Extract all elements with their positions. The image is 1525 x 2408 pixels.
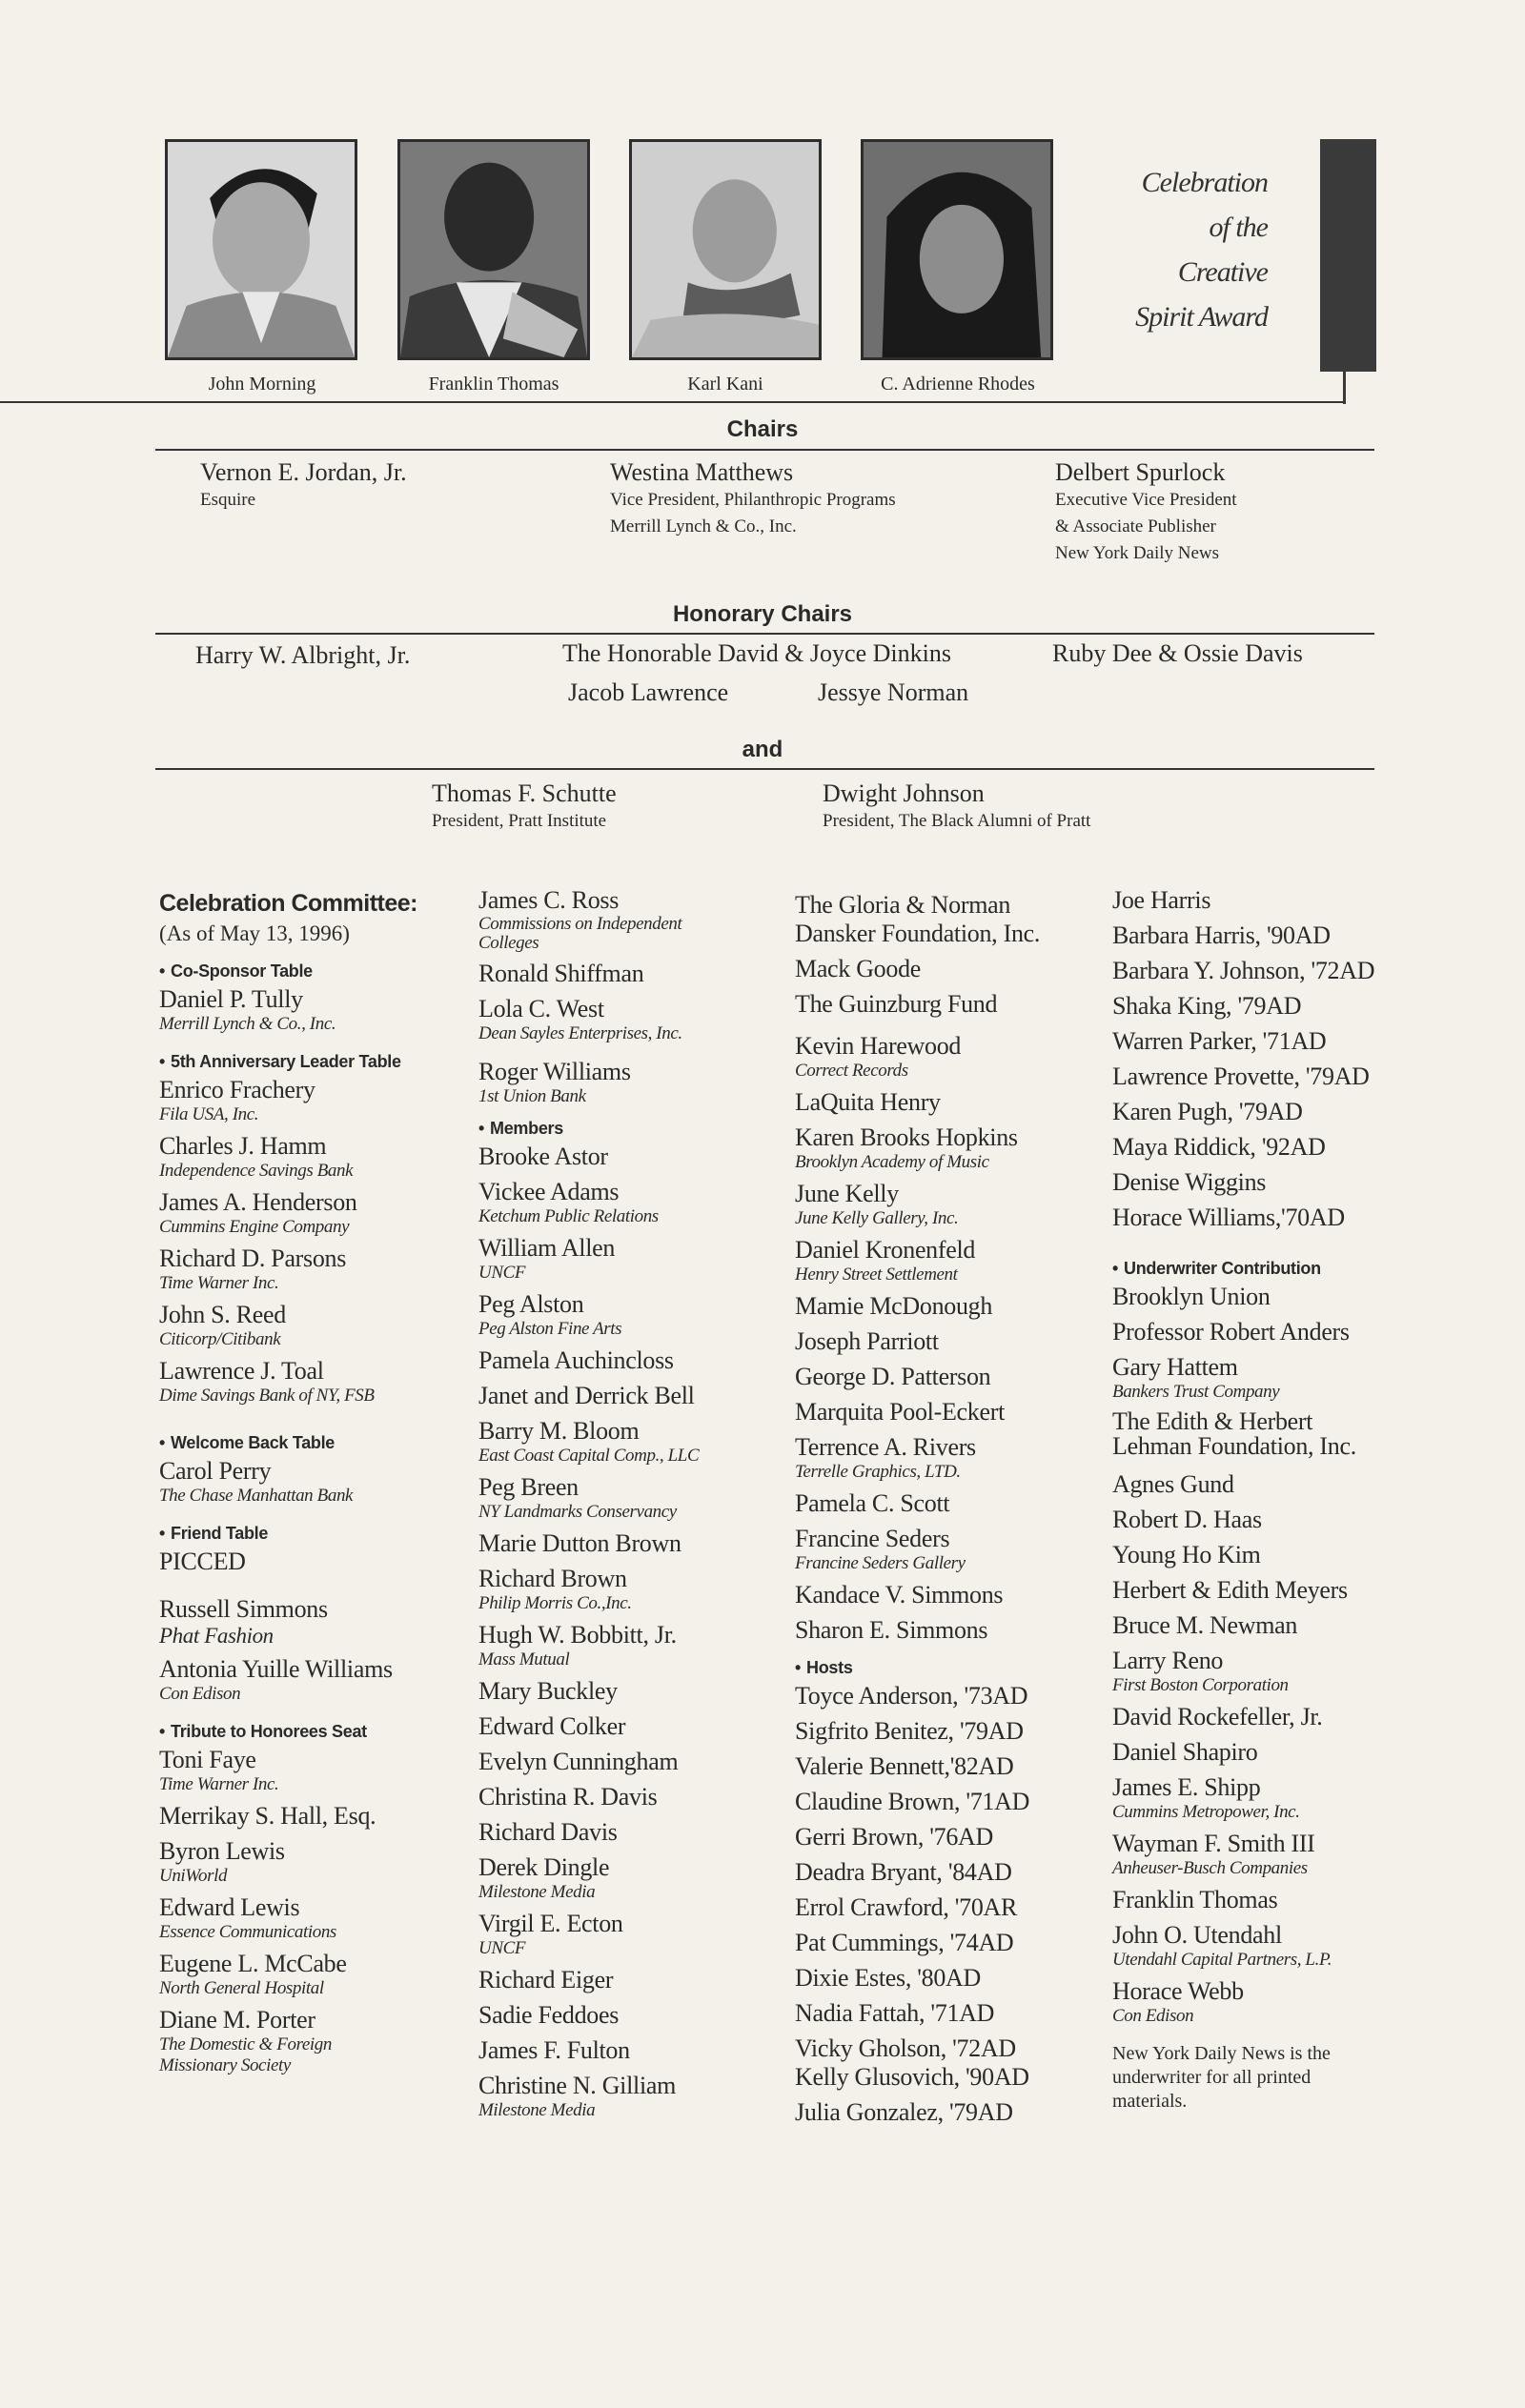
committee-entry: Professor Robert Anders <box>1112 1318 1350 1346</box>
committee-entry: Daniel P. Tully Merrill Lynch & Co., Inc. <box>159 985 336 1034</box>
committee-entry: Larry Reno First Boston Corporation <box>1112 1647 1289 1695</box>
committee-entry: Byron Lewis UniWorld <box>159 1837 285 1886</box>
committee-entry: Vickee Adams Ketchum Public Relations <box>478 1178 659 1226</box>
chair-vernon-jordan <box>200 458 407 514</box>
committee-entry: Hugh W. Bobbitt, Jr. Mass Mutual <box>478 1621 677 1669</box>
category-heading: • 5th Anniversary Leader Table <box>159 1052 401 1071</box>
committee-entry: Joseph Parriott <box>795 1327 939 1355</box>
category-heading: • Tribute to Honorees Seat <box>159 1722 367 1741</box>
award-title-line: of the <box>1209 212 1268 243</box>
committee-entry: Lawrence Provette, '79AD <box>1112 1062 1370 1090</box>
honorary-chair-name: The Honorable David & Joyce Dinkins <box>562 639 951 667</box>
committee-entry: Lawrence J. Toal Dime Savings Bank of NY, FSB <box>159 1357 375 1406</box>
chairs-divider <box>155 449 1374 451</box>
committee-entry: Bruce M. Newman <box>1112 1611 1298 1639</box>
honorary-chairs-divider <box>155 633 1374 635</box>
award-title-line: Creative <box>1177 256 1268 288</box>
committee-entry: Virgil E. Ecton UNCF <box>478 1910 623 1958</box>
award-title-line: Celebration <box>1141 167 1268 198</box>
honorary-chair-name: Harry W. Albright, Jr. <box>195 641 411 669</box>
committee-entry: Nadia Fattah, '71AD <box>795 1999 995 2027</box>
portrait-image <box>864 142 1050 357</box>
committee-entry: Karen Brooks Hopkins Brooklyn Academy of Music <box>795 1123 1018 1172</box>
president-title: President, The Black Alumni of Pratt <box>823 811 1091 831</box>
category-heading: • Underwriter Contribution <box>1112 1259 1321 1278</box>
chairs-heading: Chairs <box>726 416 799 442</box>
header-divider <box>0 401 1346 403</box>
committee-entry: Evelyn Cunningham <box>478 1748 679 1775</box>
committee-entry: Merrikay S. Hall, Esq. <box>159 1802 376 1830</box>
committee-entry: Francine Seders Francine Seders Gallery <box>795 1525 966 1573</box>
committee-entry: The Edith & Herbert Lehman Foundation, Inc. <box>1112 1407 1356 1460</box>
committee-entry: Franklin Thomas <box>1112 1886 1278 1913</box>
committee-column-3 <box>795 891 1040 2134</box>
photo-john-morning <box>165 139 357 360</box>
committee-entry: Sigfrito Benitez, '79AD <box>795 1717 1024 1745</box>
committee-entry: Dixie Estes, '80AD <box>795 1964 981 1992</box>
committee-column-1 <box>159 886 417 2083</box>
committee-entry: Daniel Shapiro <box>1112 1738 1258 1766</box>
committee-entry: Sadie Feddoes <box>478 2001 620 2029</box>
committee-entry: Mamie McDonough <box>795 1292 993 1320</box>
committee-entry: Marquita Pool-Eckert <box>795 1398 1005 1426</box>
committee-entry: Edward Lewis Essence Communications <box>159 1893 336 1942</box>
committee-entry: Daniel Kronenfeld Henry Street Settlement <box>795 1236 976 1285</box>
committee-entry: Kevin Harewood Correct Records <box>795 1032 962 1081</box>
committee-entry: Roger Williams 1st Union Bank <box>478 1058 631 1106</box>
president-thomas-schutte <box>432 779 617 835</box>
committee-entry: Lola C. West Dean Sayles Enterprises, Inc. <box>478 995 682 1043</box>
committee-entry: PICCED <box>159 1548 246 1575</box>
president-title: President, Pratt Institute <box>432 811 607 831</box>
president-name: Thomas F. Schutte <box>432 779 617 807</box>
portrait-image <box>400 142 587 357</box>
committee-entry: Joe Harris <box>1112 886 1211 914</box>
committee-entry: John O. Utendahl Utendahl Capital Partners, L.P. <box>1112 1921 1332 1970</box>
chair-delbert-spurlock <box>1055 458 1237 567</box>
committee-date: (As of May 13, 1996) <box>159 921 350 945</box>
category-heading: • Hosts <box>795 1658 853 1677</box>
committee-entry: Brooklyn Union <box>1112 1283 1271 1310</box>
committee-entry: James E. Shipp Cummins Metropower, Inc. <box>1112 1773 1300 1822</box>
committee-entry: LaQuita Henry <box>795 1088 941 1116</box>
committee-entry: Kandace V. Simmons <box>795 1581 1004 1609</box>
award-title-line: Spirit Award <box>1135 301 1268 333</box>
committee-entry: Denise Wiggins <box>1112 1168 1267 1196</box>
committee-entry: Vicky Gholson, '72AD <box>795 2034 1016 2062</box>
committee-entry: Pamela C. Scott <box>795 1489 950 1517</box>
committee-entry: Pat Cummings, '74AD <box>795 1929 1014 1956</box>
committee-entry: Errol Crawford, '70AR <box>795 1893 1018 1921</box>
honorary-chair-name: Jessye Norman <box>818 678 969 706</box>
committee-entry: Gerri Brown, '76AD <box>795 1823 993 1851</box>
committee-entry: George D. Patterson <box>795 1363 991 1390</box>
committee-entry: Horace Williams,'70AD <box>1112 1204 1345 1231</box>
and-heading: and <box>742 737 783 762</box>
committee-entry: Young Ho Kim <box>1112 1541 1261 1568</box>
committee-entry: Barbara Harris, '90AD <box>1112 921 1331 949</box>
award-title <box>1096 160 1268 339</box>
committee-entry: Ronald Shiffman <box>478 960 644 987</box>
photo-caption: C. Adrienne Rhodes <box>881 374 1035 395</box>
committee-entry: David Rockefeller, Jr. <box>1112 1703 1323 1730</box>
chair-westina-matthews <box>610 458 896 540</box>
committee-entry: Janet and Derrick Bell <box>478 1382 695 1409</box>
committee-entry: Herbert & Edith Meyers <box>1112 1576 1348 1604</box>
president-dwight-johnson <box>823 779 1090 835</box>
committee-entry: Diane M. Porter The Domestic & Foreign Missionary Society <box>159 2006 332 2075</box>
committee-column-4 <box>1112 886 1374 2114</box>
photo-caption: Karl Kani <box>687 374 763 395</box>
committee-column-2 <box>478 886 699 2128</box>
committee-entry: Maya Riddick, '92AD <box>1112 1133 1326 1161</box>
category-heading: • Members <box>478 1119 563 1138</box>
committee-entry: Richard Davis <box>478 1818 618 1846</box>
committee-entry: Horace Webb Con Edison <box>1112 1977 1244 2026</box>
committee-entry: Pamela Auchincloss <box>478 1346 674 1374</box>
chair-name: Delbert Spurlock <box>1055 458 1226 486</box>
committee-entry: James F. Fulton <box>478 2036 630 2064</box>
decorative-bar <box>1320 139 1376 372</box>
committee-entry: James A. Henderson Cummins Engine Company <box>159 1188 357 1237</box>
committee-entry: Toyce Anderson, '73AD <box>795 1682 1028 1710</box>
committee-entry: Marie Dutton Brown <box>478 1529 681 1557</box>
committee-entry: Derek Dingle Milestone Media <box>478 1853 610 1902</box>
committee-entry: The Guinzburg Fund <box>795 990 998 1018</box>
portrait-image <box>168 142 355 357</box>
and-divider <box>155 768 1374 770</box>
committee-entry: Deadra Bryant, '84AD <box>795 1858 1012 1886</box>
committee-entry: Warren Parker, '71AD <box>1112 1027 1327 1055</box>
committee-entry: Terrence A. Rivers Terrelle Graphics, LTD. <box>795 1433 976 1482</box>
committee-entry: Christina R. Davis <box>478 1783 658 1811</box>
committee-entry: Russell Simmons Phat Fashion <box>159 1595 328 1648</box>
committee-entry: Mack Goode <box>795 955 922 982</box>
committee-entry: James C. Ross Commissions on Independent Colleges <box>478 886 682 953</box>
photo-karl-kani <box>629 139 822 360</box>
chair-title: Esquire <box>200 490 256 510</box>
portrait-image <box>632 142 819 357</box>
committee-entry: Robert D. Haas <box>1112 1506 1262 1533</box>
committee-entry: Richard D. Parsons Time Warner Inc. <box>159 1244 347 1293</box>
committee-entry: Edward Colker <box>478 1712 626 1740</box>
president-name: Dwight Johnson <box>823 779 985 807</box>
committee-entry: Mary Buckley <box>478 1677 618 1705</box>
chair-company: New York Daily News <box>1055 543 1220 563</box>
committee-entry: June Kelly June Kelly Gallery, Inc. <box>795 1180 959 1228</box>
committee-entry: Shaka King, '79AD <box>1112 992 1302 1020</box>
photo-c-adrienne-rhodes <box>861 139 1053 360</box>
chair-company: Merrill Lynch & Co., Inc. <box>610 516 797 536</box>
committee-entry: Wayman F. Smith III Anheuser-Busch Companies <box>1112 1830 1315 1878</box>
committee-entry: The Gloria & Norman Dansker Foundation, Inc. <box>795 891 1041 947</box>
chair-title: & Associate Publisher <box>1055 516 1216 536</box>
honorary-chairs-heading: Honorary Chairs <box>672 601 853 627</box>
committee-entry: William Allen UNCF <box>478 1234 616 1283</box>
committee-entry: Richard Eiger <box>478 1966 614 1993</box>
honorary-chair-name: Ruby Dee & Ossie Davis <box>1052 639 1303 667</box>
committee-entry: Barry M. Bloom East Coast Capital Comp., LLC <box>478 1417 700 1466</box>
chair-title: Executive Vice President <box>1055 490 1237 510</box>
committee-entry: Toni Faye Time Warner Inc. <box>159 1746 279 1794</box>
underwriter-note: New York Daily News is the underwriter for all printed materials. <box>1112 2043 1331 2112</box>
chair-name: Vernon E. Jordan, Jr. <box>200 458 407 486</box>
committee-entry: Charles J. Hamm Independence Savings Bank <box>159 1132 354 1181</box>
chair-title: Vice President, Philanthropic Programs <box>610 490 896 510</box>
committee-entry: Sharon E. Simmons <box>795 1616 988 1644</box>
committee-entry: Barbara Y. Johnson, '72AD <box>1112 957 1375 984</box>
committee-entry: Julia Gonzalez, '79AD <box>795 2098 1013 2126</box>
committee-entry: Christine N. Gilliam Milestone Media <box>478 2072 677 2120</box>
honorary-chair-name: Jacob Lawrence <box>568 678 729 706</box>
committee-entry: Peg Alston Peg Alston Fine Arts <box>478 1290 622 1339</box>
committee-entry: Kelly Glusovich, '90AD <box>795 2063 1029 2091</box>
decorative-bar-stem <box>1343 370 1346 404</box>
committee-entry: Agnes Gund <box>1112 1470 1234 1498</box>
category-heading: • Friend Table <box>159 1524 269 1543</box>
committee-entry: Claudine Brown, '71AD <box>795 1788 1030 1815</box>
committee-entry: Carol Perry The Chase Manhattan Bank <box>159 1457 354 1506</box>
committee-entry: Enrico Frachery Fila USA, Inc. <box>159 1076 315 1124</box>
committee-entry: Richard Brown Philip Morris Co.,Inc. <box>478 1565 632 1613</box>
category-heading: • Co-Sponsor Table <box>159 961 313 981</box>
committee-entry: Brooke Astor <box>478 1143 608 1170</box>
category-heading: • Welcome Back Table <box>159 1433 336 1452</box>
committee-entry: Antonia Yuille Williams Con Edison <box>159 1655 393 1704</box>
committee-entry: Valerie Bennett,'82AD <box>795 1752 1014 1780</box>
committee-entry: John S. Reed Citicorp/Citibank <box>159 1301 286 1349</box>
committee-entry: Peg Breen NY Landmarks Conservancy <box>478 1473 677 1522</box>
photo-franklin-thomas <box>397 139 590 360</box>
photo-caption: Franklin Thomas <box>428 374 559 395</box>
committee-title: Celebration Committee: <box>159 890 417 917</box>
committee-entry: Karen Pugh, '79AD <box>1112 1098 1303 1125</box>
committee-entry: Eugene L. McCabe North General Hospital <box>159 1950 347 1998</box>
chair-name: Westina Matthews <box>610 458 794 486</box>
photo-caption: John Morning <box>208 374 316 395</box>
committee-entry: Gary Hattem Bankers Trust Company <box>1112 1353 1280 1402</box>
